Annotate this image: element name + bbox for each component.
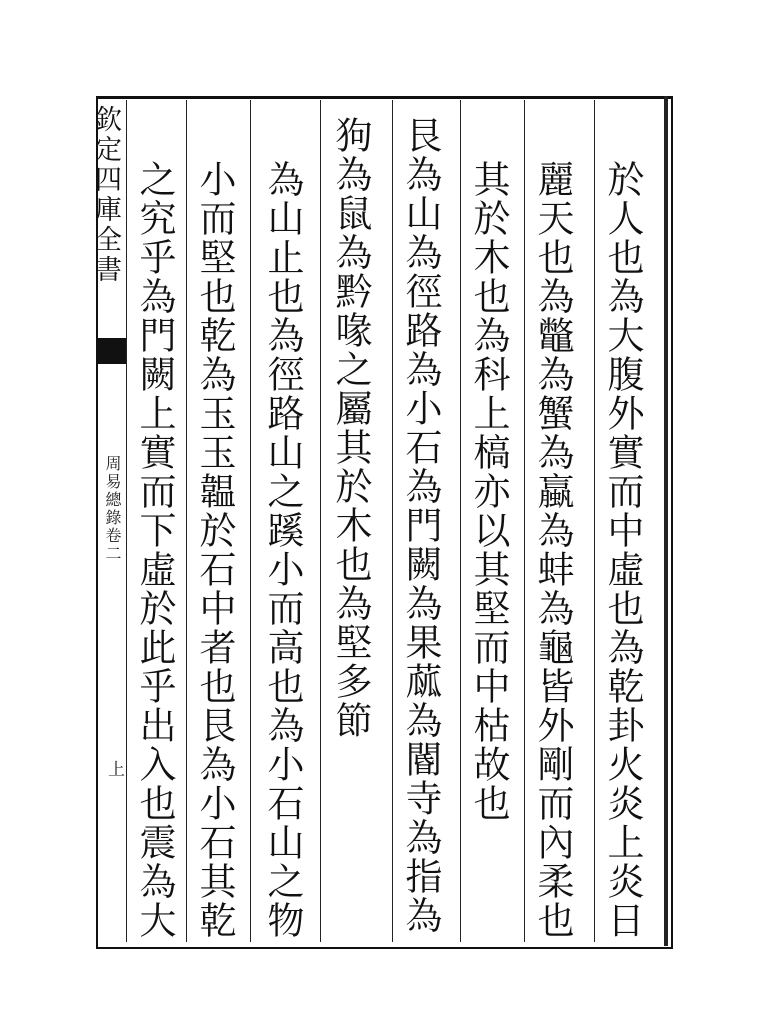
text-column-1: 於人也為大腹外實而中虛也為乾卦火炎上炎日 [601,160,644,940]
fish-tail-line [96,362,126,364]
column-rule [320,100,321,942]
page-border [90,96,673,949]
page-marker: 上 [104,760,124,777]
column-rule [460,100,461,942]
collection-title: 欽定四庫全書 [90,105,121,285]
column-rule [392,100,393,942]
text-column-3: 其於木也為科上槁亦以其堅而中枯故也 [467,160,510,823]
text-column-8: 之究乎為門闕上實而下虛於此乎出入也震為大 [133,160,176,940]
column-rule [594,100,595,942]
text-column-5: 狗為鼠為黔喙之屬其於木也為堅多節 [329,116,372,740]
book-title: 周易總錄卷二 [103,455,122,563]
column-rule [126,100,127,942]
column-rule [524,100,525,942]
text-column-2: 麗天也為鼈為蟹為蠃為蚌為龜皆外剛而內柔也 [531,160,574,940]
text-column-6: 為山止也為徑路山之蹊小而高也為小石山之物 [261,160,304,940]
right-border-thick [664,96,668,946]
column-rule [250,100,251,942]
text-column-7: 小而堅也乾為玉玉韞於石中者也艮為小石其乾 [193,160,236,940]
fish-tail-mark [96,338,126,362]
column-rule [186,100,187,942]
text-column-4: 艮為山為徑路為小石為門闕為果蓏為閽寺為指為 [399,116,442,935]
